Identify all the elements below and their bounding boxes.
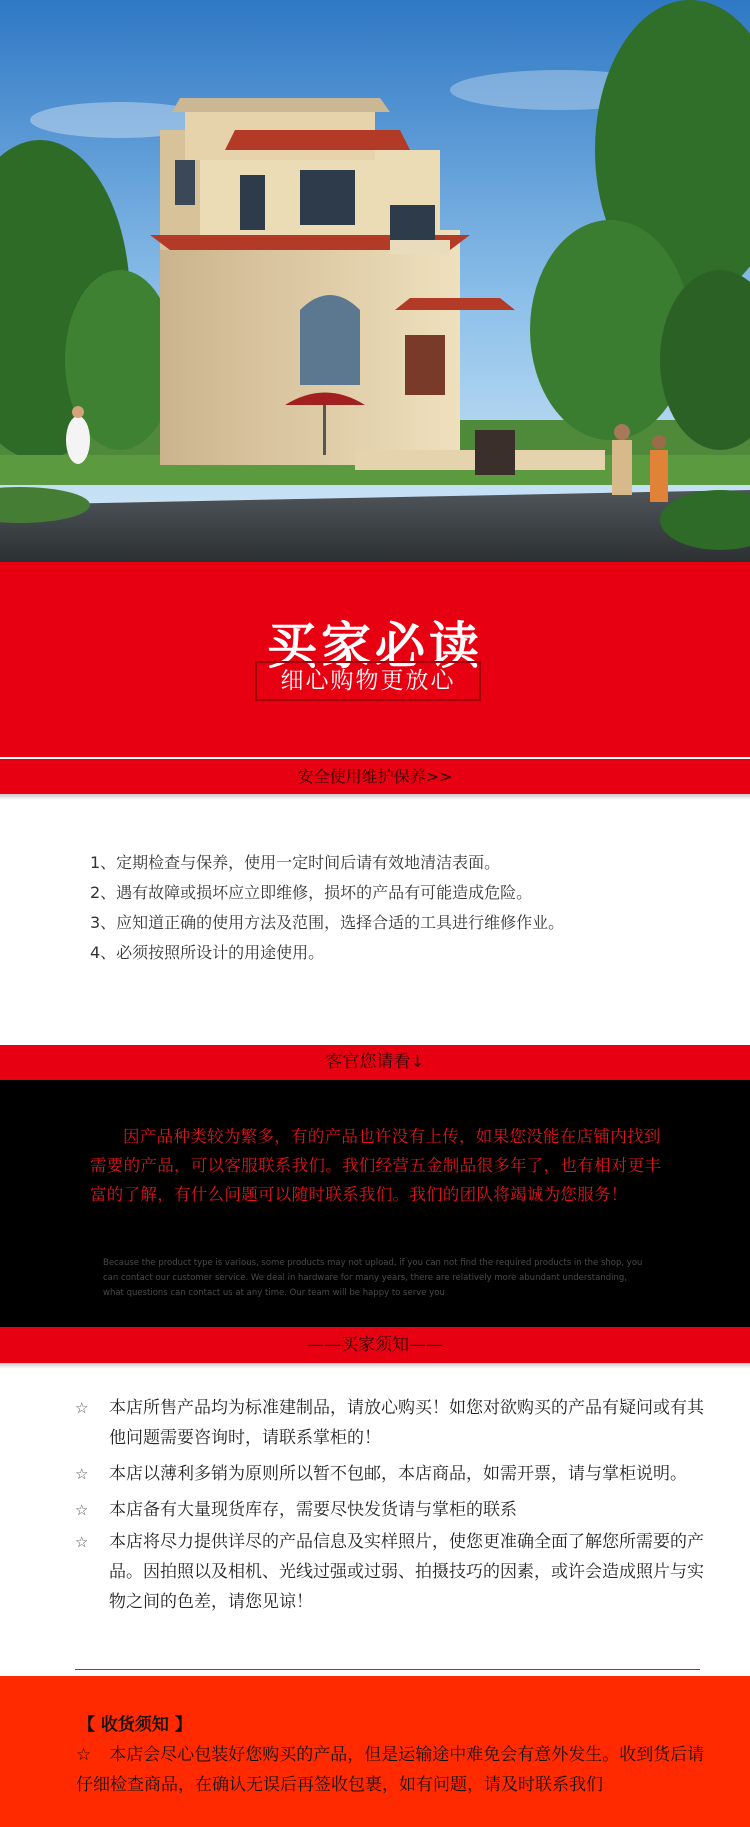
notice-panel bbox=[0, 1080, 750, 1327]
divider-line bbox=[75, 1669, 700, 1670]
section-header-maintenance: 安全使用维护保养>> bbox=[0, 759, 750, 794]
star-icon: ☆ bbox=[75, 1399, 89, 1417]
list-item bbox=[75, 1393, 715, 1453]
star-icon: ☆ bbox=[75, 1501, 89, 1519]
section-shadow bbox=[0, 794, 750, 800]
star-icon: ☆ bbox=[76, 1745, 92, 1765]
receiving-notice-title: 【 收货须知 】 bbox=[78, 1715, 192, 1735]
list-item: 3、应知道正确的使用方法及范围，选择合适的工具进行维修作业。 bbox=[90, 913, 565, 932]
notice-item-text: 本店备有大量现货库存，需要尽快发货请与掌柜的联系 bbox=[109, 1500, 517, 1520]
list-item: 2、遇有故障或损坏应立即维修，损坏的产品有可能造成危险。 bbox=[90, 883, 533, 902]
list-item: 1、定期检查与保养，使用一定时间后请有效地清洁表面。 bbox=[90, 853, 501, 872]
receiving-notice-body: 本店会尽心包装好您购买的产品，但是运输途中难免会有意外发生。收到货后请仔细检查商品，在确认无误后再签收包裹，如有问题，请及时联系我们 bbox=[76, 1745, 705, 1795]
notice-item-text: 本店所售产品均为标准建制品，请放心购买！如您对欲购买的产品有疑问或有其他问题需要咨询时，请联系掌柜的！ bbox=[109, 1398, 704, 1448]
list-item bbox=[75, 1495, 715, 1525]
list-item bbox=[75, 1527, 715, 1617]
star-icon: ☆ bbox=[75, 1533, 89, 1551]
villa-illustration bbox=[0, 0, 750, 562]
notice-text-cn: 因产品种类较为繁多，有的产品也许没有上传，如果您没能在店铺内找到需要的产品，可以客服联系我们。我们经营五金制品很多年了，也有相对更丰富的了解，有什么问题可以随时联系我们。我们的团队将竭诚为您服务！ bbox=[90, 1127, 662, 1204]
section-header-please-look: 客官您请看↓ bbox=[0, 1045, 750, 1080]
section-header-buyer-notice: ——买家须知—— bbox=[0, 1327, 750, 1363]
hero-villa-image bbox=[0, 0, 750, 562]
notice-item-text: 本店将尽力提供详尽的产品信息及实样照片，使您更准确全面了解您所需要的产品。因拍照以及相机、光线过强或过弱、拍摄技巧的因素，或许会造成照片与实物之间的色差，请您见谅！ bbox=[109, 1532, 704, 1612]
notice-item-text: 本店以薄利多销为原则所以暂不包邮，本店商品，如需开票，请与掌柜说明。 bbox=[109, 1464, 687, 1484]
section-shadow bbox=[0, 1363, 750, 1369]
buyer-notice-list bbox=[75, 1393, 715, 1617]
star-icon: ☆ bbox=[75, 1465, 89, 1483]
banner-title: 买家必读 bbox=[267, 617, 483, 675]
receiving-notice-text bbox=[76, 1740, 706, 1800]
list-item: 4、必须按照所设计的用途使用。 bbox=[90, 943, 325, 962]
receiving-notice-panel bbox=[0, 1676, 750, 1827]
list-item bbox=[75, 1459, 715, 1489]
maintenance-list bbox=[90, 848, 730, 968]
notice-text-en: Because the product type is various, some products may not upload, if you can not find the required products in the shop, you can contact our customer service. We deal in hardware for many years, there are relatively more abundant understanding, what questions can contact us at any time. Our team will be happy to serve you bbox=[103, 1258, 643, 1298]
buyer-must-read-banner bbox=[0, 562, 750, 757]
banner-subtitle: 细心购物更放心 bbox=[255, 661, 481, 701]
